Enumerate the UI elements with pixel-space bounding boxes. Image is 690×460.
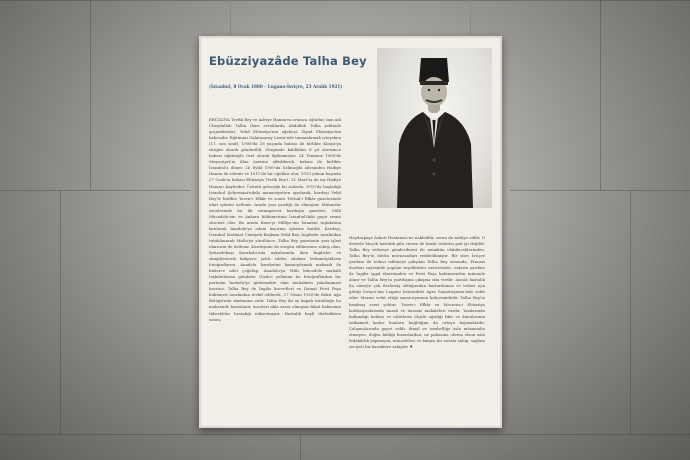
poster-subtitle: (İstanbul, 8 Ocak 1880 – Lugano-İsviçre, 23 Aralık 1921)	[209, 84, 343, 89]
exhibition-poster	[199, 36, 502, 428]
wall-seam	[90, 0, 91, 190]
hanging-wire	[470, 0, 471, 38]
biography-column-2: Haydarpaşa Askeri Hastanesi'ne nakledilir, sonra da tahliye edilir. O devirde birçok hastalık gibi verem de binde tedavisi pek iyi değildi. Talha Bey tedaviye gönderilmesi ile mümkün olabileceklerinden, Talha Bey'in bütün müracaatları reddedilmiştir. Bir süre İsviçre yardımı ile tedavi edilmeye çalışılan Talha Bey sonunda, Fransız dostları sayesinde yapılan teşebbüsler neticesinde, onların yardımı ile İngiliz işgal idaresinden ve Ferit Paşa kabinesinden minnade alınır ve Talha Bey'in yurtdışına çıkışına izin verilir. Ancak hastalık bu süreçte çok ilerlemiş olduğundan kurtarılamaz ve tedavi için gittiği İsviçre'nin Lugano kentindeki Agra Sanatoryumu'nda vefat eder. Mezarı vefat ettiği sanatoryumun bahçesindedir. Talha Bey'in basılmış eseri yoktur. Tasvir-i Efkâr ve Mecmua-i Ebüzziya koleksiyonlarında imzalı ve imzasız makaleleri vardır. Yazılarında kullandığı kelime ve tabirlerin ölçülü ağırlığı fikir ve konularının istikameti kadar bunlara bağlılığını da ortaya koymaktadır. Çalışmalarında gayet ciddi, ihmal ve tembelliğe asla müsamaha etmeyen, doğru bildiği hususlardan, ne pahasına olursa olsun asla fedakârlık yapmayan, mücadeleci ve karşısı bir zevata sahip, sağlam seciyeli bir karaktere sahiptir. ♦	[349, 235, 485, 349]
wall-seam	[600, 0, 601, 190]
wall-seam	[0, 434, 690, 435]
portrait-photo	[377, 48, 492, 208]
portrait-figure	[377, 48, 492, 208]
poster-title: Ebüzziyazâde Talha Bey	[209, 54, 367, 68]
wall-seam	[300, 434, 301, 460]
wall-seam	[0, 0, 690, 1]
biography-column-1: EBÜZZİYA Tevfik Bey ve Adviye Hanım'ın ortanca oğludur, tam adı Ubeydullah Talha (bazı evraklarda Abdullah Talha şeklinde geçmektedir). Velid Ebüzziya'nın ağabeyi, Ziyad Ebüzziya'nın babasıdır. Eğitimini Galatasaray Lisesi'nde tamamlamak isteyeken (11. son sınıf), 1906'da 18 yaşında babası ile birlikte Konya'ya sürgün olarak gönderildi. Sürgünde kaldıkları 8 yıl süresince babası eğitimiyle özel olarak ilgilenmiştir. 24 Temmuz 1908'de Meşrutiyet'in ilânı üzerine affedilerek, babası ile birlikte İstanbul'a döner. 26 Eylül 1909'da Selimoğlu ailesinden Hadiye Hanım ile evlenir ve 1911'de bir oğulları olur. 1913 yılının başında 27 Ocak'ta babası Ebüzziya Tevfik Bey'i, 31 Mart'ta da eşi Hadiye Hanım'ı kaybeder. Üzüntü geleceğe bu acılarla, 1910'da başladığı İstanbul Şehremini'ndeki memuriyetten ayrılarak, kardeşi Velid Bey'le birlikte Tasvir-i Efkâr ve sonra Tevhid-i Efkâr gazetesinde idari işlerini üstlenir. Arada yazı yazdığı da olmuştur. Mütareke senelerinde bu iki vatanperver kardeşin gazetesi, Milli Mücadele'nin ve Ankara hükümetinin İstanbul'daki gayri resmi sözcüsü olur. Bu arada Kuva-yi Milliye'nin İstanbul teşkilatına katılarak Anadolu'ya adam kaçırma işlerine katıldı. Kardeşi, İstanbul Matbuat Cemiyeti Başkanı Velid Bey, İngilizler tarafından tutuklanarak Malta'ya sürülünce, Talha Bey gazetenin yazı işleri idaresini de üstlenir. Kardeşinin de sürgün edilmesine sebep olan, Şehzadebaşı Karakolu'nda uykularında iken İngilizler ve süngülenerek kahpece şehit edilen silahsız Mehmetçiklerin fotoğraflarını, Anadolu hareketini kamuoylamak maksadı ile binlerce adet çoğaltıp, Anadolu'ya Milli Mücadele mahalli teşkilatlarına gönderir. Gizlice yollanan bu fotoğraflardan bir partisini İnebolu'ya götürmekte olan muhabirin yakalanması üzerine, Talha Bey de İngiliz kuvvetleri ve Damat Ferit Paşa hükümeti tarafından tevkif edilerek, 27 Nisan 1920'de Bekir Ağa Bölüğü'nün zindanına atılır. Talha Bey iki ay kapalı tutulduğu bu mahzende hastalanır, önceleri akla zarar olmayan fakat babasının tüberküloz hastalığı nüksetmiştir. Hastalık hayli ilerledikten sonra,	[209, 117, 341, 322]
hanging-wire	[230, 0, 231, 38]
wall-seam	[510, 190, 690, 191]
wall-seam	[630, 190, 631, 435]
wall-seam	[60, 190, 61, 435]
wall-seam	[0, 190, 190, 191]
